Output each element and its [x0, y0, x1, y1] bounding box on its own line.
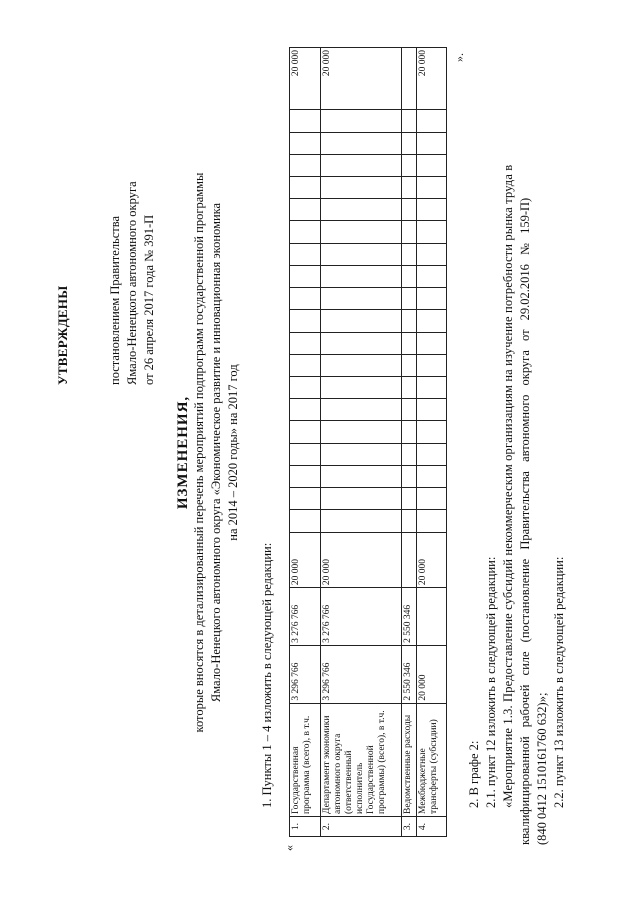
- row-number: 1.: [290, 817, 321, 837]
- document-subtitle-line-1: которые вносятся в детализированный перечень мероприятий подпрограмм государственной программы: [192, 172, 206, 733]
- row-name: Межбюджетные трансферты (субсидии): [417, 703, 447, 816]
- section2-line-1: 2. В графе 2:: [467, 740, 481, 808]
- approval-title: УТВЕРЖДЕНЫ: [55, 285, 70, 385]
- row-value-1: 20 000: [417, 645, 447, 703]
- row-name: Департамент экономики автономного округа (ответственный исполнитель Государственной программы) (всего), в т.ч.: [321, 703, 402, 816]
- row-name: Ведомственные расходы: [402, 703, 417, 816]
- row-value-last: 20 000: [417, 48, 447, 110]
- table-row: [402, 48, 417, 837]
- document-subtitle-line-3: на 2014 – 2020 годы» на 2017 год: [226, 364, 240, 541]
- section2-line-5: (840 0412 1510161760 632)»;: [535, 692, 549, 845]
- row-value-3: 20 000: [321, 532, 402, 588]
- row-value-2: [417, 588, 447, 646]
- approval-line-1: постановлением Правительства: [108, 215, 122, 385]
- section2-line-6: 2.2. пункт 13 изложить в следующей редакции:: [552, 556, 566, 808]
- row-value-3: [402, 532, 417, 588]
- row-value-2: 2 550 346: [402, 588, 417, 646]
- close-quote: ».: [452, 53, 466, 62]
- approval-line-3: от 26 апреля 2017 года № 391-П: [142, 214, 156, 385]
- row-number: 3.: [402, 817, 417, 837]
- row-value-3: 20 000: [290, 532, 321, 588]
- open-quote: «: [282, 845, 296, 851]
- document-subtitle-line-2: Ямало-Ненецкого автономного округа «Экономическое развитие и инновационная экономика: [209, 202, 223, 703]
- row-name: Государственная программа (всего), в т.ч.: [290, 703, 321, 816]
- section2-line-4: квалифицированной рабочей силе (постановление Правительства автономного округа от 29.02.2016 № 159-П): [518, 197, 532, 845]
- table-row: [417, 48, 447, 837]
- row-value-1: 2 550 346: [402, 645, 417, 703]
- row-value-1: 3 296 766: [290, 645, 321, 703]
- program-table: [289, 47, 447, 837]
- row-value-2: 3 276 766: [290, 588, 321, 646]
- intro-text: 1. Пункты 1 – 4 изложить в следующей редакции:: [260, 542, 274, 808]
- row-value-1: 3 296 766: [321, 645, 402, 703]
- document-title: ИЗМЕНЕНИЯ,: [175, 395, 191, 510]
- section2-line-2: 2.1. пункт 12 изложить в следующей редакции:: [484, 556, 498, 808]
- table-row: [321, 48, 402, 837]
- row-number: 2.: [321, 817, 402, 837]
- row-value-3: 20 000: [417, 532, 447, 588]
- approval-line-2: Ямало-Ненецкого автономного округа: [125, 181, 139, 385]
- section2-line-3: «Мероприятие 1.3. Предоставление субсидий некоммерческим организациям на изучение потребности рынка труда в: [501, 164, 515, 808]
- row-number: 4.: [417, 817, 447, 837]
- table-row: [290, 48, 321, 837]
- row-value-2: 3 276 766: [321, 588, 402, 646]
- row-value-last: 20 000: [321, 48, 402, 110]
- row-value-last: [402, 48, 417, 110]
- row-value-last: 20 000: [290, 48, 321, 110]
